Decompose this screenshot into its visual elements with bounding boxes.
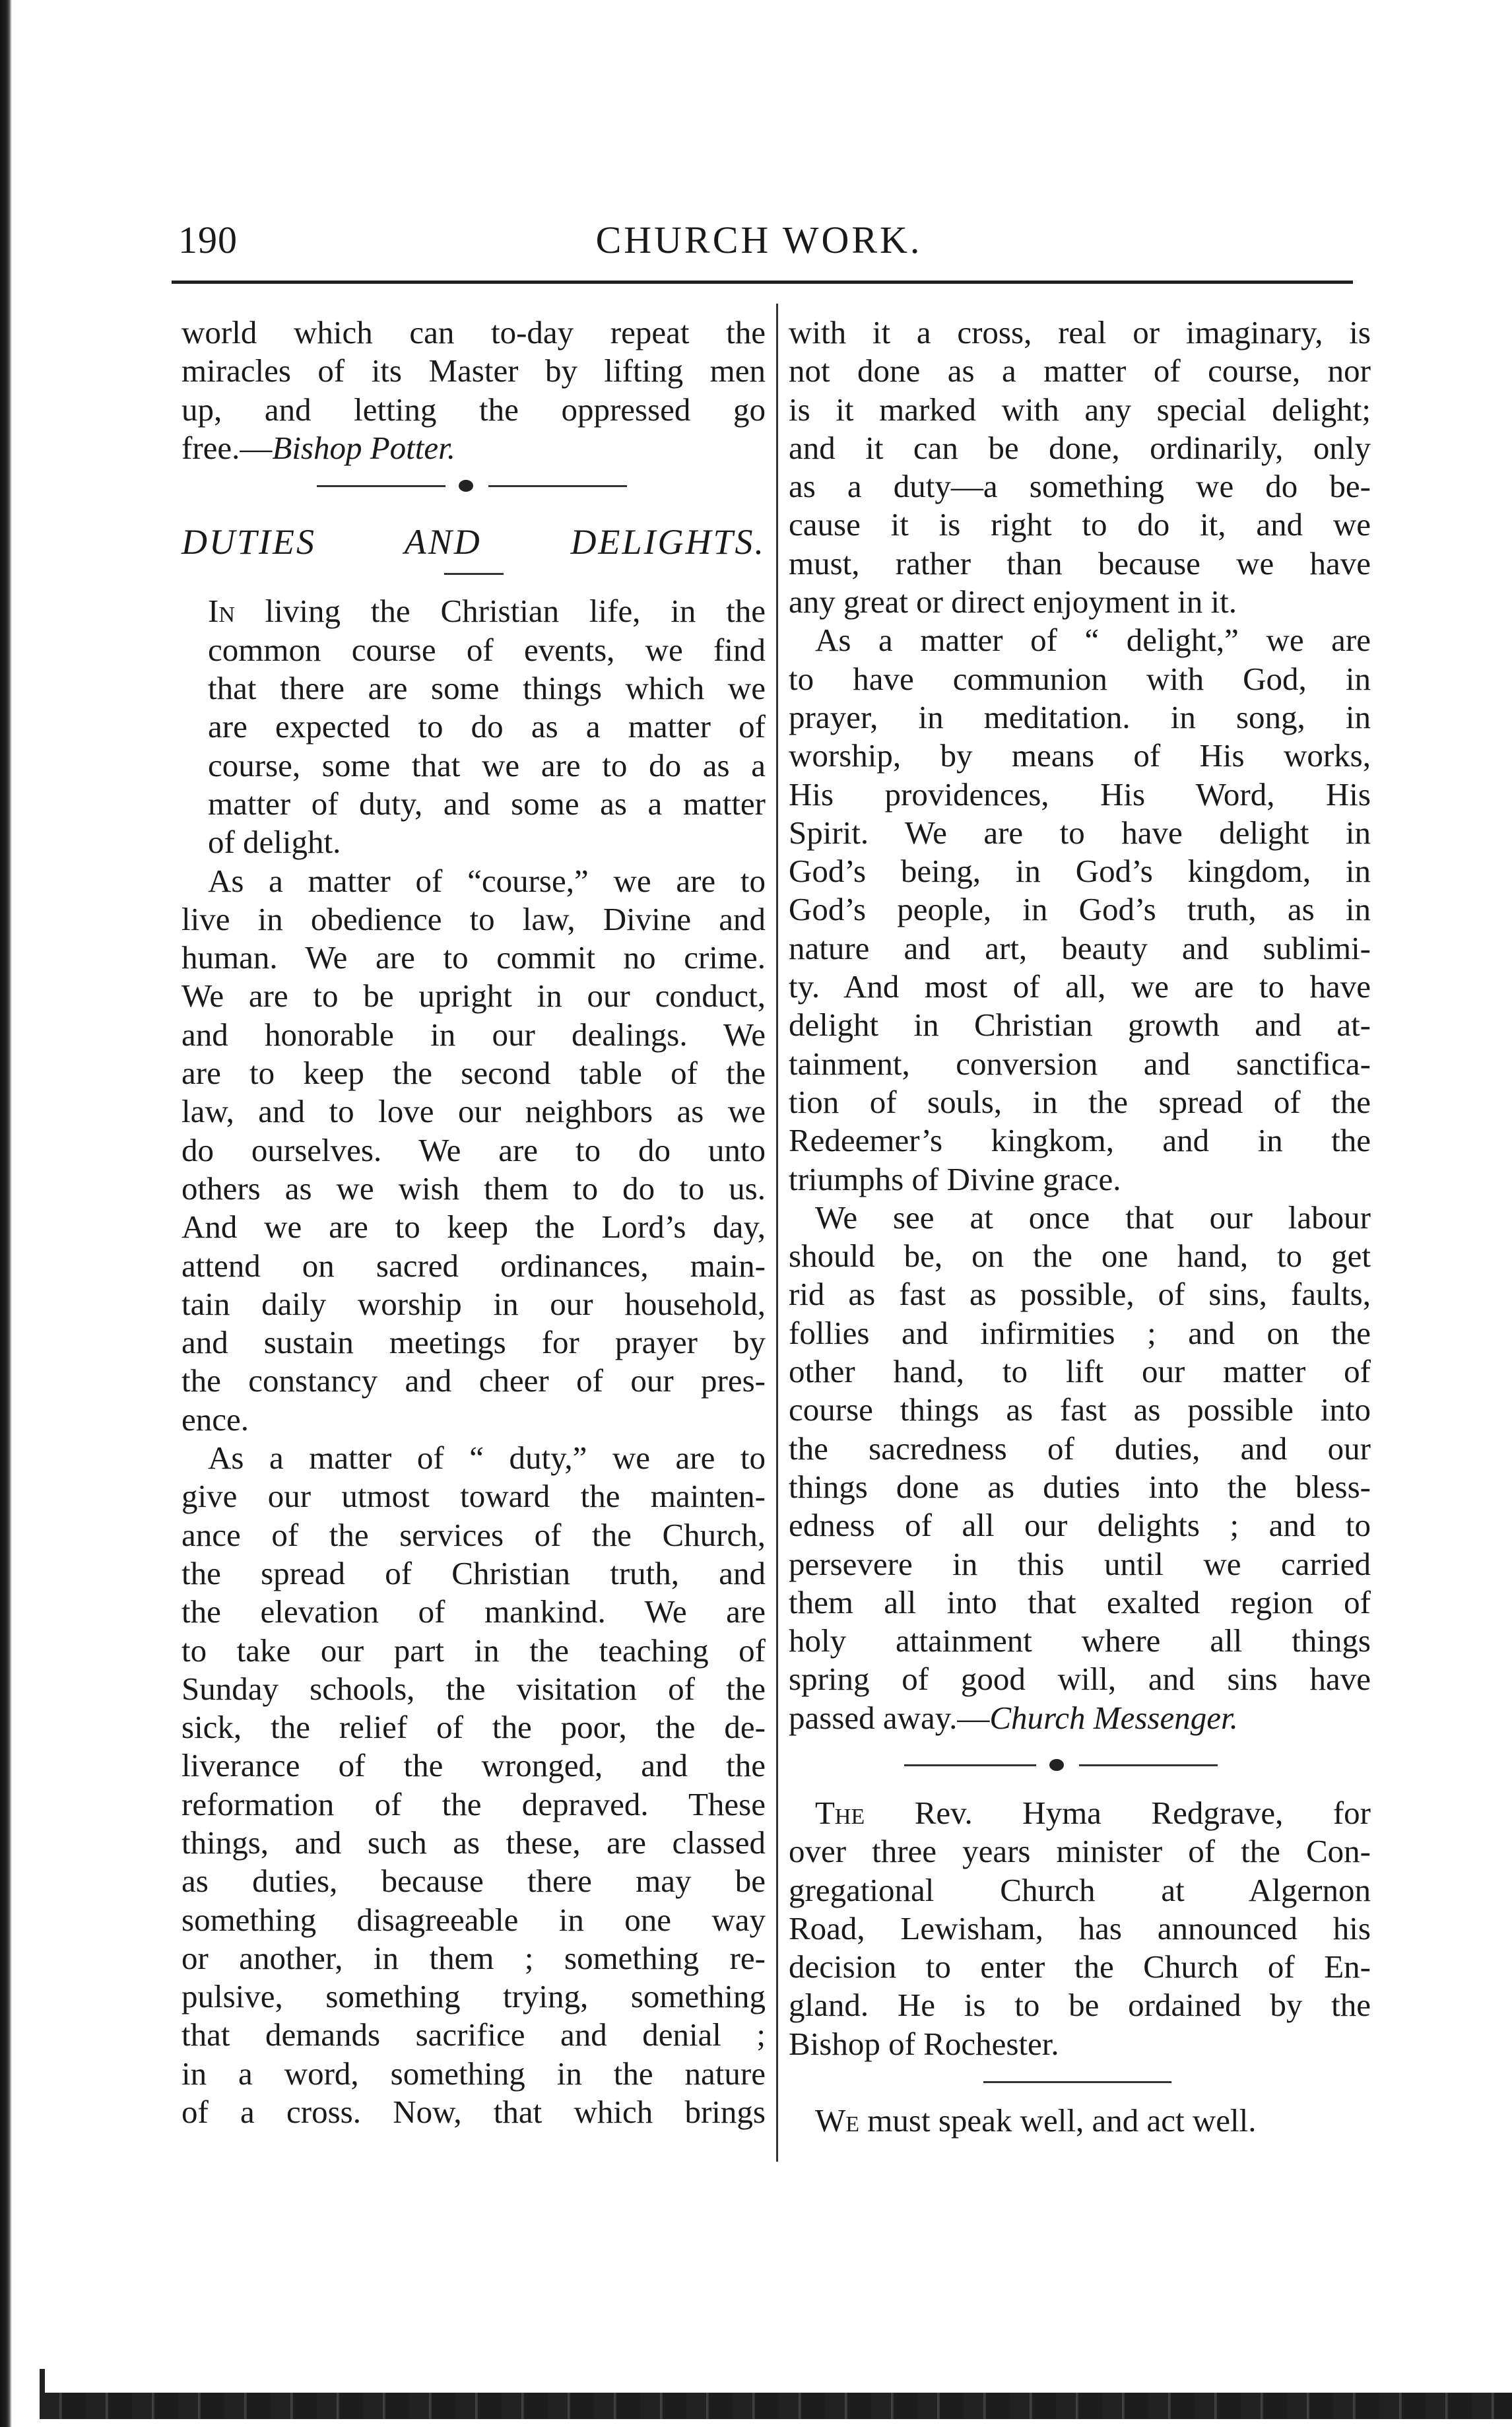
text-line: world which can to-day repeat the [181,314,766,350]
text-fragment: Rev. Hyma Redgrave, for [865,1794,1371,1831]
text-line: tion of souls, in the spread of the [789,1083,1371,1120]
text-line: ance of the services of the Church, [181,1516,766,1553]
text-line: that demands sacrifice and denial ; [181,2016,766,2053]
binding-edge [0,0,12,2427]
text-line: tain daily worship in our household, [181,1285,766,1322]
text-line [181,429,766,467]
ornament-dot [459,480,473,492]
lead-word: The [815,1794,865,1831]
paragraph [181,862,766,900]
page-number: 190 [178,218,238,261]
paragraph [789,1199,1371,1237]
text-line: and sustain meetings for prayer by [181,1324,766,1361]
news-notice-continued [789,1832,1371,2063]
text-line: with it a cross, real or imaginary, is [789,314,1371,350]
text-line: course, some that we are to do as a [208,747,766,783]
text-line: As a matter of “ duty,” we are to [208,1440,766,1477]
text-fragment: free.— [181,429,273,466]
text-line: to have communion with God, in [789,660,1371,697]
text-line [789,1699,1371,1737]
text-line: prayer, in meditation. in song, in [789,698,1371,735]
text-line: attend on sacred ordinances, main- [181,1247,766,1284]
text-line: something disagreeable in one way [181,1901,766,1938]
text-line: them all into that exalted region of [789,1583,1371,1620]
column-divider [776,304,778,2162]
text-line: do ourselves. We are to do unto [181,1131,766,1168]
news-notice [789,1794,1371,1832]
title-rule [444,573,504,575]
text-line: the spread of Christian truth, and [181,1554,766,1591]
text-line: and honorable in our dealings. We [181,1016,766,1053]
text-line: of a cross. Now, that which brings [181,2094,766,2131]
text-line: are to keep the second table of the [181,1055,766,1092]
text-line: is it marked with any special delight; [789,391,1371,428]
lead-word: In [208,593,235,630]
text-line: As a matter of “ delight,” we are [815,622,1371,659]
text-line: things done as duties into the bless- [789,1468,1371,1505]
left-column [181,314,766,2131]
text-line: We are to be upright in our conduct, [181,978,766,1014]
attribution: Church Messenger. [989,1699,1238,1736]
section-title: DUTIES AND DELIGHTS. [181,522,766,562]
text-line: Road, Lewisham, has announced his [789,1910,1371,1946]
text-line: sick, the relief of the poor, the de- [181,1709,766,1746]
running-header [165,211,1353,271]
paragraph-continued [181,900,766,1439]
text-line: As a matter of “course,” we are to [208,862,766,899]
attribution: Bishop Potter. [272,429,456,466]
text-line: tainment, conversion and sanctifica- [789,1045,1371,1082]
text-line: pulsive, something trying, something [181,1978,766,2015]
text-line: spring of good will, and sins have [789,1661,1371,1698]
text-line: Bishop of Rochester. [789,2025,1059,2062]
paragraph [181,1439,766,1477]
section-ornament [181,467,766,506]
paragraph-continued [789,314,1371,621]
text-line: God’s people, in God’s truth, as in [789,891,1371,928]
text-line: are expected to do as a matter of [208,708,766,745]
text-line: other hand, to lift our matter of [789,1353,1371,1390]
text-line: of delight. [208,824,341,861]
text-line: And we are to keep the Lord’s day, [181,1209,766,1246]
text-fragment: must speak well, and act well. [859,2102,1257,2139]
text-line: that there are some things which we [208,670,766,707]
text-line: rid as fast as possible, of sins, faults, [789,1276,1371,1313]
text-line: persevere in this until we carried [789,1545,1371,1582]
text-line: ence. [181,1401,249,1438]
text-line: worship, by means of His works, [789,737,1371,774]
text-fragment: passed away.— [789,1699,990,1736]
paragraph-continued [789,660,1371,1199]
text-line: nature and art, beauty and sublimi- [789,929,1371,966]
right-column [789,314,1371,2140]
text-line: the sacredness of duties, and our [789,1430,1371,1467]
text-line: over three years minister of the Con- [789,1833,1371,1870]
text-line: common course of events, we find [208,631,766,668]
text-line: holy attainment where all things [789,1622,1371,1659]
text-line: must, rather than because we have [789,545,1371,582]
text-line: up, and letting the oppressed go [181,391,766,428]
page-bottom-edge [40,2393,1512,2419]
text-line: matter of duty, and some as a matter [208,785,766,822]
running-title: CHURCH WORK. [595,218,923,261]
paragraph-continued [789,1237,1371,1737]
text-line: human. We are to commit no crime. [181,939,766,976]
text-line: course things as fast as possible into [789,1391,1371,1428]
lead-word: We [815,2102,860,2139]
header-rule [172,281,1353,284]
text-line: decision to enter the Church of En- [789,1948,1371,1985]
text-line: We see at once that our labour [815,1199,1371,1236]
text-line: reformation of the depraved. These [181,1785,766,1822]
text-line: live in obedience to law, Divine and [181,900,766,937]
text-fragment: living the Christian life, in the [234,593,766,630]
text-line: triumphs of Divine grace. [789,1160,1121,1197]
ornament-dot [1049,1759,1064,1771]
text-line: others as we wish them to do to us. [181,1170,766,1207]
text-line: the constancy and cheer of our pres- [181,1362,766,1399]
text-line: should be, on the one hand, to get [789,1238,1371,1275]
text-line: as duties, because there may be [181,1863,766,1900]
text-line: liverance of the wronged, and the [181,1747,766,1784]
text-line: not done as a matter of course, nor [789,352,1371,389]
text-line: cause it is right to do it, and we [789,506,1371,543]
text-line: any great or direct enjoyment in it. [789,583,1237,620]
text-line: Redeemer’s kingkom, and in the [789,1122,1371,1159]
text-line: His providences, His Word, His [789,776,1371,813]
text-line: in a word, something in the nature [181,2055,766,2092]
text-line: and it can be done, ordinarily, only [789,429,1371,466]
text-line: follies and infirmities ; and on the [789,1314,1371,1351]
text-line: gland. He is to be ordained by the [789,1987,1371,2024]
text-line: edness of all our delights ; and to [789,1507,1371,1544]
text-line: law, and to love our neighbors as we [181,1093,766,1130]
text-line: delight in Christian growth and at- [789,1007,1371,1044]
text-line: things, and such as these, are classed [181,1824,766,1861]
text-line: miracles of its Master by lifting men [181,352,766,389]
text-line: gregational Church at Algernon [789,1871,1371,1908]
paragraph-continued [181,1477,766,2131]
text-line: Spirit. We are to have delight in [789,814,1371,851]
opening-paragraph [181,314,766,467]
text-line: ty. And most of all, we are to have [789,968,1371,1005]
closing-maxim [789,2102,1371,2140]
text-line: give our utmost toward the mainten- [181,1478,766,1515]
text-line: Sunday schools, the visitation of the [181,1670,766,1707]
text-line [815,1794,1371,1832]
text-line [815,2102,1371,2140]
paragraph [789,621,1371,659]
text-line: or another, in them ; something re- [181,1939,766,1976]
section-rule [789,2063,1371,2102]
text-line: as a duty—a something we do be- [789,468,1371,505]
text-line: the elevation of mankind. We are [181,1593,766,1630]
paragraph [181,592,766,861]
section-ornament [789,1746,1371,1785]
text-line: God’s being, in God’s kingdom, in [789,853,1371,890]
text-line [181,592,766,630]
text-line: to take our part in the teaching of [181,1632,766,1669]
